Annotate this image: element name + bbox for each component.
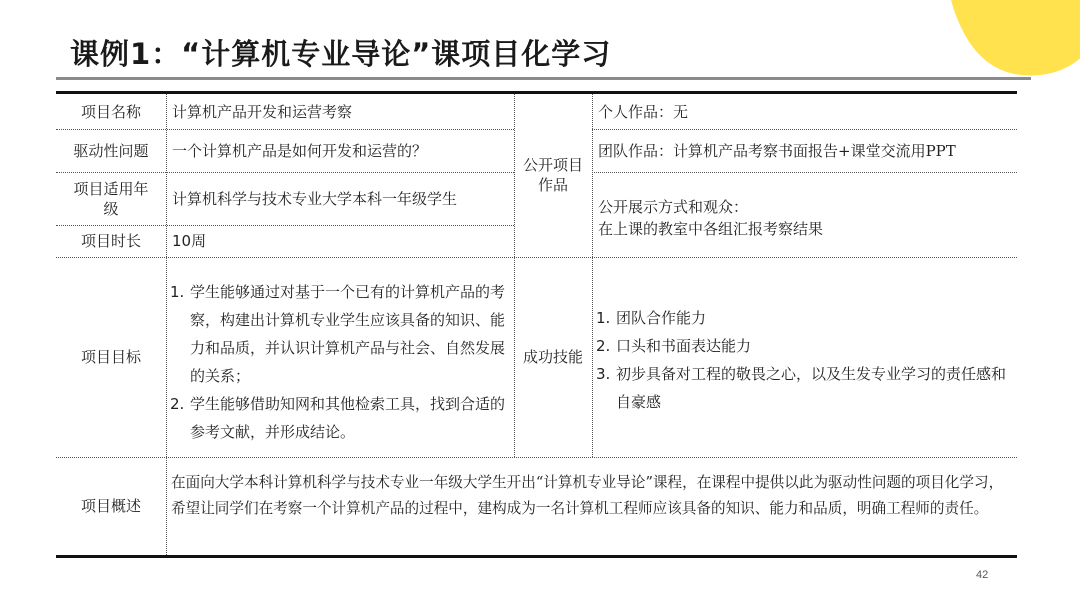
display-method-title: 公开展示方式和观众： bbox=[598, 198, 749, 216]
duration-value: 10周 bbox=[172, 232, 207, 250]
page-number: 42 bbox=[976, 569, 989, 581]
page-title: 课例1：“计算机专业导论”课项目化学习 bbox=[70, 37, 612, 71]
skill-item-3: 3. 初步具备对工程的敬畏之心，以及生发专业学习的责任感和自豪感 bbox=[596, 365, 1007, 411]
display-method-text: 在上课的教室中各组汇报考察结果 bbox=[598, 220, 824, 238]
driving-question-label: 驱动性问题 bbox=[73, 141, 149, 160]
project-overview-label: 项目概述 bbox=[80, 497, 141, 515]
corner-decoration bbox=[910, 0, 1080, 80]
driving-question-value: 一个计算机产品是如何开发和运营的？ bbox=[172, 141, 428, 160]
table-bottom-rule bbox=[56, 555, 1017, 558]
project-goals-list bbox=[170, 278, 510, 446]
display-method bbox=[592, 196, 1017, 241]
public-product-label: 公开项目作品 bbox=[522, 156, 583, 194]
project-overview-text: 在面向大学本科计算机科学与技术专业一年级大学生开出“计算机专业导论”课程，在课程中提供以此为驱动性问题的项目化学习，希望让同学们在考察一个计算机产品的过程中，建构成为一名计算机工程师应该具备的知识、能力和品质，明确工程师的责任。 bbox=[171, 474, 1004, 517]
applicable-grade-value: 计算机科学与技术专业大学本科一年级学生 bbox=[172, 189, 458, 208]
success-skills-label: 成功技能 bbox=[522, 348, 583, 366]
title-underline bbox=[56, 77, 1031, 80]
project-name-label: 项目名称 bbox=[80, 102, 141, 121]
row-divider-right-2 bbox=[592, 172, 1017, 173]
project-name-value: 计算机产品开发和运营考察 bbox=[172, 102, 353, 121]
project-goals-label: 项目目标 bbox=[80, 348, 141, 366]
success-skills-list bbox=[596, 304, 1010, 416]
goal-item-2: 2. 学生能够借助知网和其他检索工具，找到合适的参考文献，并形成结论。 bbox=[170, 395, 506, 441]
applicable-grade-label: 项目适用年级 bbox=[73, 179, 149, 218]
row-divider-5 bbox=[56, 457, 1017, 458]
goal-item-1: 1. 学生能够通过对基于一个已有的计算机产品的考察，构建出计算机专业学生应该具备的知识、能力和品质，并认识计算机产品与社会、自然发展的关系； bbox=[170, 283, 506, 385]
duration-label: 项目时长 bbox=[80, 232, 141, 250]
team-work: 团队作品：计算机产品考察书面报告+课堂交流用PPT bbox=[598, 141, 956, 160]
skill-item-2: 2. 口头和书面表达能力 bbox=[596, 337, 752, 355]
personal-work: 个人作品：无 bbox=[598, 102, 689, 121]
skill-item-1: 1. 团队合作能力 bbox=[596, 309, 707, 327]
